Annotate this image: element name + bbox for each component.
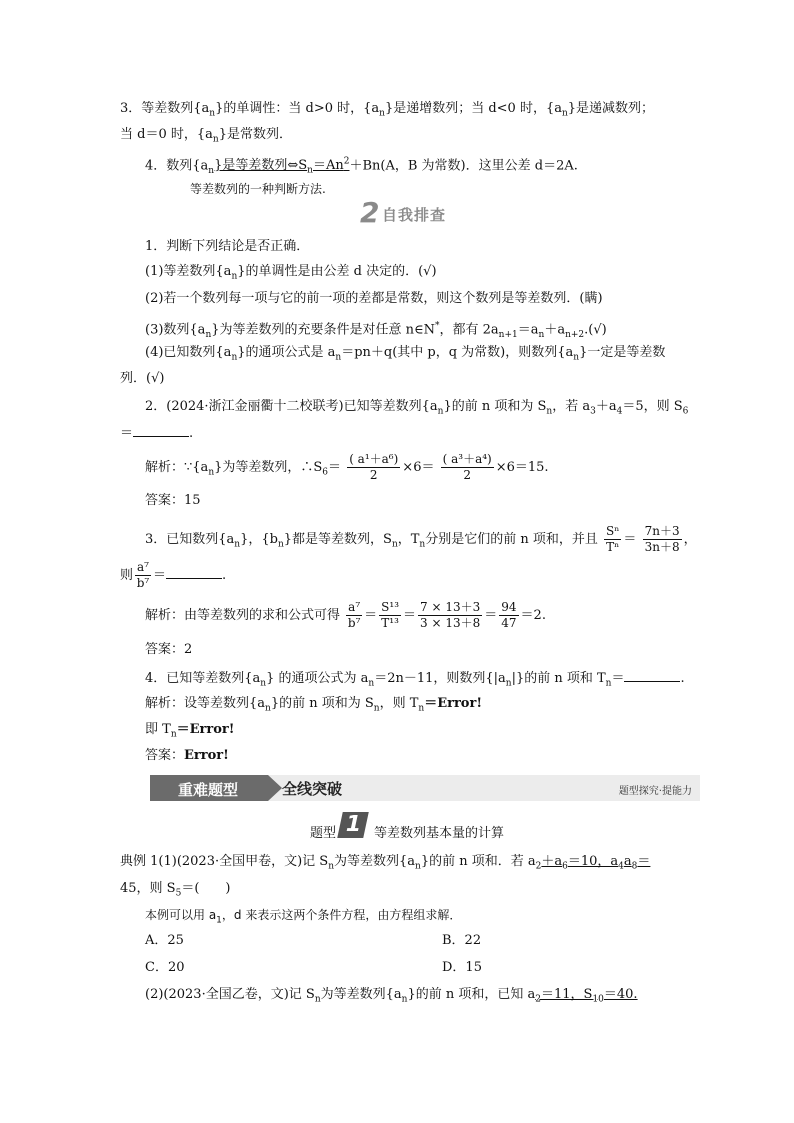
q3-sol-frac-3: $\frac{7 \times 13+3}{3 \times 13+8}$ — [420, 600, 481, 630]
option-a[interactable]: A．25 — [145, 933, 184, 948]
banner-left-text: 重难题型 — [178, 781, 239, 799]
q3-sol-frac-1: $\frac{\text{a⁷}}{\text{b⁷}}$ — [347, 600, 361, 630]
example-1-part2: (2)(2023·全国乙卷，文)记 $S_n$为等差数列$\{a_n\}$的前 n 项和，已知 $a_2=11$，$S_{10}=40$. — [145, 987, 638, 1005]
q1-a: (1)等差数列$\{a_n\}$的单调性是由公差 d 决定的．(√) — [145, 264, 437, 282]
example-1-line1: 典例 1(1)(2023·全国甲卷，文)记 $S_n$为等差数列$\{a_n\}$的前 n 项和．若 $a_2+a_6=10$，$a_4a_8=$ — [120, 854, 651, 872]
q1-d-cont: 列．(√) — [120, 371, 165, 386]
q4-answer-blank[interactable] — [624, 669, 680, 682]
banner-arrow-icon — [268, 775, 282, 801]
q3-sol-frac-2: $\frac{\text{S¹³}}{\text{T¹³}}$ — [381, 600, 399, 630]
banner-mid-text: 全线突破 — [282, 780, 343, 798]
option-d[interactable]: D．15 — [442, 960, 482, 975]
option-b[interactable]: B．22 — [442, 933, 482, 948]
property-3-line2: 当 d＝0 时，$\{a_n\}$是常数列． — [120, 127, 292, 145]
q2-answer: 答案：15 — [145, 493, 201, 508]
margin-note: 等差数列的一种判断方法. — [190, 182, 326, 196]
q1-c: (3)数列$\{a_n\}$为等差数列的充要条件是对任意 n∈N*，都有 $2a_{n+1}=a_n+a_{n+2}.(√)$ — [145, 321, 607, 340]
q2-answer-blank[interactable] — [133, 424, 189, 437]
topic-heading — [310, 812, 610, 840]
option-c[interactable]: C．20 — [145, 960, 185, 975]
q4-ji: 即 $T_n=Error$! — [145, 722, 235, 740]
q2-solution: 解析：$\because\{a_n\}$为等差数列，$\therefore S_6=$ $\frac{\text{( a¹＋a⁶)}}{2}$ ×6＝ $\frac{\text{( a³＋a⁴)}}{2}$ ×6＝15. — [145, 452, 549, 482]
q3-ask: 则 $\frac{\text{a⁷}}{\text{b⁷}}$ ＝ . — [120, 560, 227, 590]
q3-solution: 解析：由等差数列的求和公式可得 $\frac{\text{a⁷}}{\text{b⁷}}$ ＝ $\frac{\text{S¹³}}{\text{T¹³}}$ ＝ $\frac{7 \times 13+3}{3 \times 13+8}$ ＝ $\frac{94}{47}$ ＝2. — [145, 600, 546, 630]
example-hint: 本例可以用 $a_1$，d 来表示这两个条件方程，由方程组求解． — [145, 908, 462, 926]
q3-sol-frac-4: $\frac{94}{47}$ — [501, 600, 517, 630]
q2-text: 2．(2024·浙江金丽衢十二校联考)已知等差数列$\{a_n\}$的前 n 项和为 $S_n$，若 $a_3+a_4=5$，则 $S_6$ — [145, 399, 689, 417]
q4-answer: 答案：Error! — [145, 748, 229, 763]
q4-text: 4．已知等差数列$\{a_n\}$ 的通项公式为 $a_n=2n-11$，则数列$\{|a_n|\}$的前 n 项和 $T_n=$ . — [145, 671, 685, 689]
q3-answer: 答案：2 — [145, 642, 193, 657]
section-2-heading: 2 自我排查 — [360, 196, 447, 229]
q2-line2: ＝ . — [120, 426, 194, 441]
banner-dark — [150, 775, 268, 801]
section-banner — [150, 775, 700, 801]
q1-head: 1．判断下列结论是否正确． — [145, 239, 310, 254]
topic-title: 等差数列基本量的计算 — [374, 826, 505, 841]
q3-fraction-ab: $\frac{\text{a⁷}}{\text{b⁷}}$ — [136, 560, 150, 590]
q1-d: (4)已知数列$\{a_n\}$的通项公式是 $a_n=pn+q$(其中 p，q 为常数)，则数列$\{a_n\}$一定是等差数 — [145, 345, 666, 363]
example-1-line2: 45，则 $S_5=$( ) — [120, 881, 231, 899]
q3-answer-blank[interactable] — [166, 566, 222, 579]
banner-mid — [268, 775, 700, 801]
q2-fraction-1: $\frac{\text{( a¹＋a⁶)}}{2}$ — [349, 452, 399, 482]
topic-label: 题型 — [310, 826, 337, 841]
q1-b: (2)若一个数列每一项与它的前一项的差都是常数，则这个数列是等差数列．(瞒) — [145, 291, 603, 306]
property-4: 4．数列$\{a_n\}$是等差数列$\Leftrightarrow S_n=An^2+Bn(A$，B 为常数)．这里公差 d＝2A. — [145, 157, 578, 176]
q2-fraction-2: $\frac{\text{( a³＋a⁴)}}{2}$ — [442, 452, 492, 482]
q4-solution: 解析：设等差数列$\{a_n\}$的前 n 项和为 $S_n$，则 $T_n=Error$! — [145, 696, 483, 714]
property-3-line1: 3．等差数列$\{a_n\}$的单调性：当 d>0 时，$\{a_n\}$是递增数列；当 d<0 时，$\{a_n\}$是递减数列； — [120, 101, 655, 119]
banner-right-text: 题型探究·提能力 — [618, 786, 692, 797]
topic-number-badge: 1 — [337, 812, 369, 838]
q3-fraction-st: $\frac{\text{Sⁿ}}{\text{Tⁿ}}$ — [606, 524, 620, 554]
q3-text: 3．已知数列$\{a_n\}$，$\{b_n\}$都是等差数列，$S_n$，$T_n$分别是它们的前 n 项和，并且 $\frac{\text{Sⁿ}}{\text{Tⁿ}}$ ＝ $\frac{7n+3}{3n+8}$ ， — [145, 524, 697, 554]
q3-fraction-ratio: $\frac{7n+3}{3n+8}$ — [644, 524, 680, 554]
